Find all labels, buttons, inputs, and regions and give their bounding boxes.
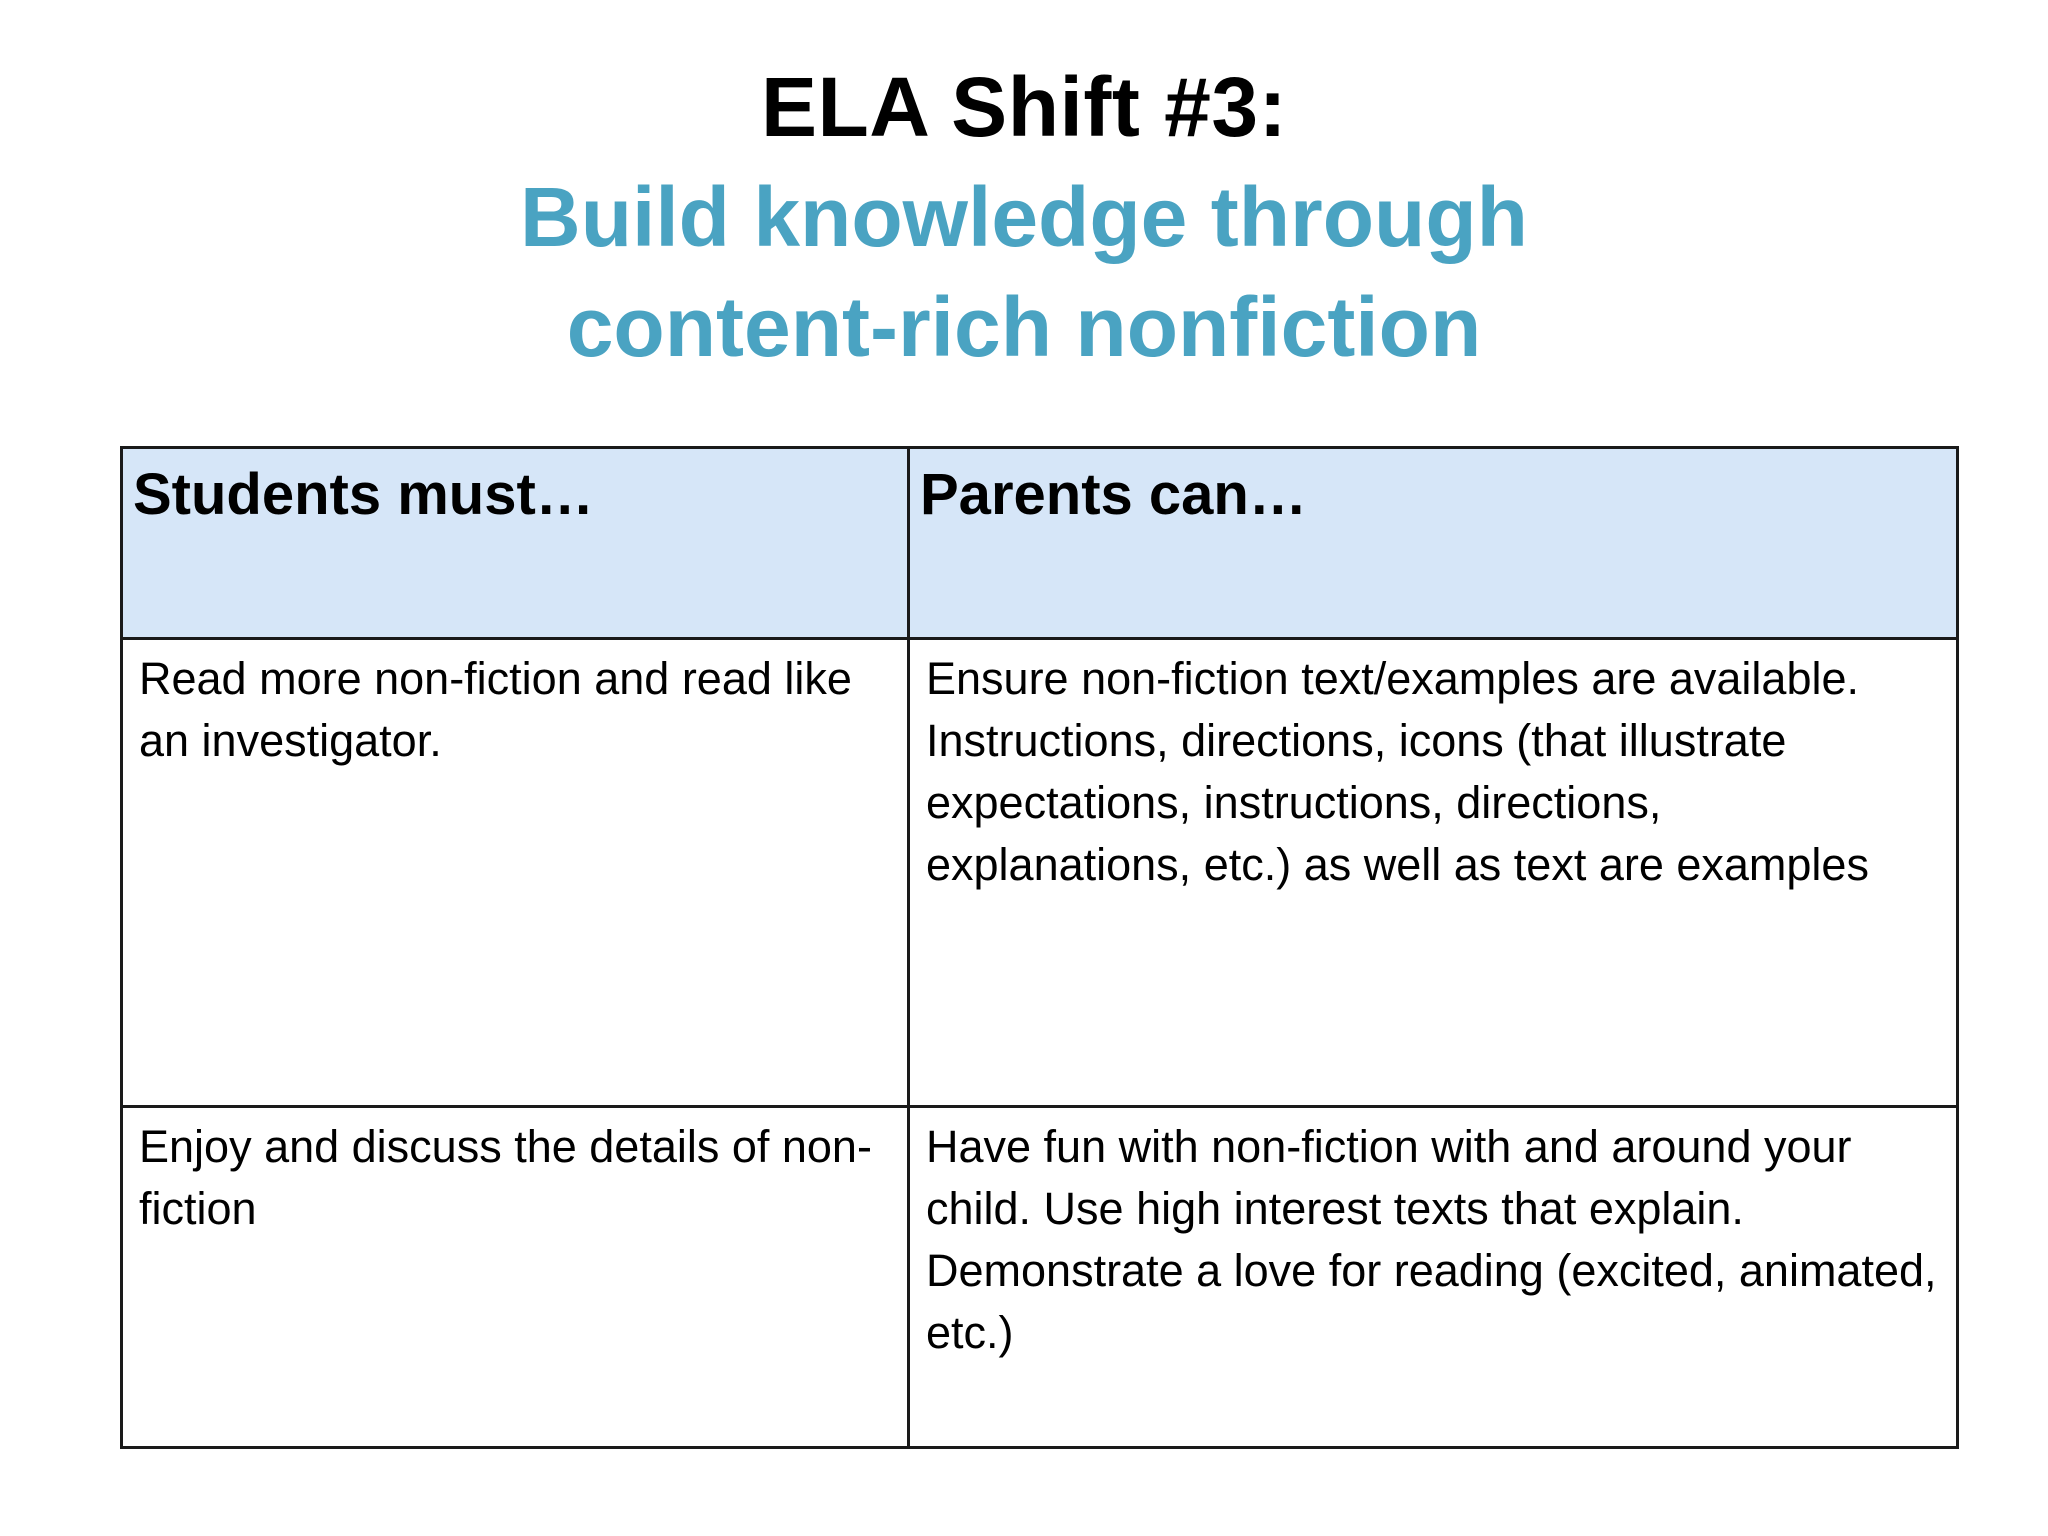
title-subtitle-line-1: Build knowledge through — [520, 170, 1528, 264]
table-row — [122, 639, 1958, 1107]
shift-table — [120, 446, 1959, 1449]
students-cell: Read more non-fiction and read like an investigator. — [122, 639, 909, 1107]
table-row — [122, 1107, 1958, 1448]
parents-cell: Have fun with non-fiction with and around your child. Use high interest texts that explain. Demonstrate a love for reading (excited, animated, etc.) — [909, 1107, 1958, 1448]
title-main: ELA Shift #3: — [760, 60, 1288, 154]
title-subtitle-line-2: content-rich nonfiction — [566, 280, 1482, 374]
parents-cell: Ensure non-fiction text/examples are available. Instructions, directions, icons (that illustrate expectations, instructions, directions, explanations, etc.) as well as text are examples — [909, 639, 1958, 1107]
table-header-row — [122, 448, 1958, 639]
header-parents: Parents can… — [909, 448, 1958, 639]
students-cell: Enjoy and discuss the details of non-fiction — [122, 1107, 909, 1448]
header-students: Students must… — [122, 448, 909, 639]
slide-title — [0, 52, 2048, 382]
